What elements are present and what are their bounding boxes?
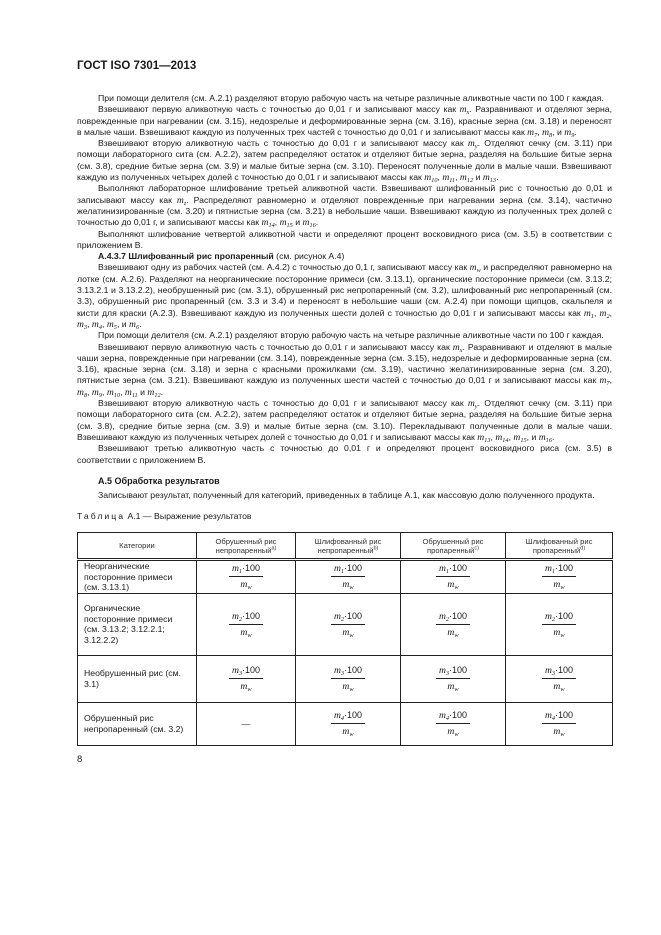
paragraph <box>77 183 612 228</box>
text-run: . <box>315 217 319 228</box>
text-run: . Разравнивают и отделяют в малые чаши зерна, поврежденные при нагревании (см. 3.14), поврежденные зерна (см. 3.15), недозрелые и деформированные зерна (см. 3.16), красные зерна (см. 3.18) и зерна с красными прожилками (см. 3.19), частично желатинизированные зерна (см. 3.20), пятнистые зерна (см. 3.21). Взвешивают каждую из полученных шести частей с точностью до 0,01 г и записывают массы как <box>77 341 612 386</box>
text-run: , и <box>116 318 130 329</box>
text-run: , <box>120 386 125 397</box>
factor: ·100 <box>242 610 261 621</box>
denominator <box>542 724 576 738</box>
factor: ·100 <box>555 563 574 574</box>
math-variable: $m_2$ <box>231 610 243 623</box>
denominator <box>229 577 263 591</box>
fraction <box>229 664 263 693</box>
footnote-marker: c) <box>474 545 480 552</box>
paragraph <box>77 330 612 341</box>
paragraph <box>77 251 612 262</box>
numerator <box>542 610 576 625</box>
math-variable: $m_3$ <box>333 665 345 678</box>
text-run: . <box>551 431 555 442</box>
math-variable: $m_w$ <box>240 579 252 592</box>
math-variable: $m_7$ <box>599 375 610 388</box>
results-paragraph: Записывают результат, полученный для категорий, приведенных в таблице А.1, как массовую долю полученного продукта. <box>98 489 595 500</box>
math-variable: $m_w$ <box>240 626 252 639</box>
math-variable: $m_w$ <box>447 579 459 592</box>
numerator <box>331 664 365 679</box>
text-run: При помощи делителя (см. А.2.1) разделяют вторую рабочую часть на четыре различные аликвотные части по 100 г каждая. <box>98 93 604 103</box>
text-run: . Разравнивают и отделяют зерна, поврежденные при нагревании (см. 3.15), недозрелые и деформированные зерна (см. 3.16), красные зерна (см. 3.18) и переносят в малые чаши. Взвешивают каждую из полученных трех частей с точностью до 0,01 г и записывают массы как <box>77 104 612 137</box>
fraction <box>436 610 470 639</box>
paragraph <box>77 342 612 398</box>
denominator <box>436 625 470 639</box>
text-run: При помощи делителя (см. А.2.1) разделяют вторую рабочую часть на четыре различные аликвотные части по 100 г каждая. <box>98 330 604 341</box>
table-row <box>78 702 613 745</box>
math-variable: $m_2$ <box>599 307 610 320</box>
math-variable: $m_{15}$ <box>513 431 527 444</box>
text-run: Выполняют шлифование четвертой аликвотной части и определяют процент восковидного риса (см. 3.5) в соответствии с приложением В. <box>77 228 612 250</box>
math-variable: $m_4$ <box>91 318 103 331</box>
denominator <box>331 679 365 693</box>
category-cell: Обрушенный рис непропаренный (см. 3.2) <box>78 702 197 745</box>
table-row <box>78 655 613 702</box>
math-variable: $m_3$ <box>438 665 450 678</box>
table-header-row <box>78 533 613 560</box>
numerator <box>542 709 576 724</box>
text-run: . <box>139 318 142 329</box>
math-variable: $m_{10}$ <box>424 172 438 185</box>
document-body <box>77 93 612 501</box>
numerator <box>229 610 263 625</box>
text-run: , <box>609 375 612 386</box>
fraction <box>542 562 576 591</box>
math-variable: $m_{11}$ <box>124 386 138 399</box>
text-run: , <box>593 307 600 318</box>
denominator <box>542 577 576 591</box>
math-variable: $m_3$ <box>231 665 243 678</box>
numerator <box>436 610 470 625</box>
math-variable: $m_{13}$ <box>482 172 497 185</box>
numerator <box>542 562 576 577</box>
denominator <box>229 625 263 639</box>
math-variable: $m_{15}$ <box>279 217 293 230</box>
math-variable: $m_4$ <box>544 710 556 723</box>
math-variable: $m_7$ <box>527 126 538 139</box>
text-run: Взвешивают вторую аликвотную часть с точностью до 0,01 г и записывают массу как <box>98 138 468 149</box>
text-run: , <box>455 172 460 183</box>
math-variable: $m_6$ <box>129 318 140 331</box>
paragraph <box>77 262 612 330</box>
math-variable: $m_x$ <box>452 341 463 354</box>
text-run: . Распределяют равномерно и отделяют поврежденные при нагревании зерна (см. 3.14), частично желатинизированные (см. 3.20) и пятнистые зерна (см. 3.21) в небольшие чаши. Взвешивают каждую из полученных трех долей с точностью до 0,01 г, и записывают массы как <box>77 194 612 228</box>
math-variable: $m_{10}$ <box>106 386 121 399</box>
paragraph <box>77 398 612 443</box>
table-row <box>78 560 613 594</box>
column-header <box>197 533 296 560</box>
column-header <box>296 533 401 560</box>
column-header <box>506 533 613 560</box>
footnote-marker: d) <box>580 545 586 552</box>
numerator <box>331 562 365 577</box>
math-variable: $m_{11}$ <box>442 172 456 185</box>
math-variable: $m_w$ <box>342 579 354 592</box>
factor: ·100 <box>344 665 363 676</box>
math-variable: $m_w$ <box>553 681 565 694</box>
factor: ·100 <box>344 563 363 574</box>
formula-cell <box>197 655 296 702</box>
text-run: . Отделяют сечку (см. 3.11) при помощи лабораторного сита (см. А.2.2), затем распределяют остаток и отделяют битые зерна, разделяя на большие битые зерна (см. 3.8), средние битые зерна (см. 3.9) и малые битые зерна (см. 3.10). Перекладывают полученные доли в малые чаши. Взвешивают каждую из полученных четырех долей с точностью до 0,01 г и записывают массы как <box>77 398 612 442</box>
math-variable: $m_1$ <box>231 563 243 576</box>
math-variable: $m_1$ <box>438 563 450 576</box>
column-header-label: Обрушенный рис непропаренный <box>215 536 277 555</box>
text-run: , <box>437 172 443 183</box>
fraction <box>542 610 576 639</box>
text-run: , и <box>552 126 565 137</box>
text-run: и <box>473 172 483 183</box>
results-table <box>77 532 613 746</box>
denominator <box>436 679 470 693</box>
column-header <box>401 533 506 560</box>
denominator <box>331 625 365 639</box>
formula-cell <box>296 655 401 702</box>
math-variable: $m_8$ <box>542 126 553 139</box>
math-variable: $m_4$ <box>333 710 345 723</box>
footnote-marker: b) <box>373 545 379 552</box>
formula-cell <box>401 655 506 702</box>
fraction <box>229 562 263 591</box>
math-variable: $m_w$ <box>342 681 354 694</box>
text-run: Взвешивают первую аликвотную часть с точностью до 0,01 г и записывают массу как <box>98 104 460 115</box>
math-variable: $m_w$ <box>447 626 459 639</box>
numerator <box>229 562 263 577</box>
fraction <box>331 562 365 591</box>
text-run: , <box>609 307 613 318</box>
text-run: , <box>87 318 92 329</box>
factor: ·100 <box>555 710 574 721</box>
paragraphs <box>77 93 612 466</box>
table-caption-label: Таблица <box>77 511 126 522</box>
math-variable: $m_2$ <box>333 610 345 623</box>
text-run: , <box>87 386 92 397</box>
math-variable: $m_w$ <box>469 262 481 275</box>
math-variable: $m_5$ <box>106 318 117 331</box>
math-variable: $m_{12}$ <box>147 386 161 399</box>
paragraph <box>77 93 612 104</box>
formula-cell <box>401 702 506 745</box>
factor: ·100 <box>242 563 261 574</box>
math-variable: $m_1$ <box>583 307 594 320</box>
math-variable: $m_w$ <box>553 626 565 639</box>
math-variable: $m_w$ <box>342 726 354 739</box>
category-cell: Неорганические посторонние примеси (см. 3.13.1) <box>78 560 197 594</box>
text-run: , <box>490 431 496 442</box>
formula-cell <box>197 593 296 655</box>
text-run: . <box>574 126 577 137</box>
table-row <box>78 593 613 655</box>
fraction <box>436 709 470 738</box>
formula-cell <box>401 593 506 655</box>
factor: ·100 <box>449 710 468 721</box>
denominator <box>436 577 470 591</box>
denominator <box>331 724 365 738</box>
text-run: (см. рисунок А.4) <box>273 251 345 262</box>
document-header: ГОСТ ISO 7301—2013 <box>77 60 197 72</box>
numerator <box>331 610 365 625</box>
numerator <box>436 709 470 724</box>
text-run: Взвешивают первую аликвотную часть с точностью до 0,01 г и записывают массу как <box>98 341 453 352</box>
text-run: , <box>274 217 280 228</box>
factor: ·100 <box>242 665 261 676</box>
table-caption <box>77 511 612 522</box>
text-run: , <box>102 386 107 397</box>
column-header <box>78 533 197 560</box>
math-variable: $m_w$ <box>553 726 565 739</box>
numerator <box>542 664 576 679</box>
math-variable: $m_y$ <box>467 398 478 411</box>
math-variable: $m_1$ <box>544 563 556 576</box>
formula-cell <box>296 560 401 594</box>
fraction <box>542 664 576 693</box>
math-variable: $m_2$ <box>438 610 450 623</box>
table-caption-text: А.1 — Выражение результатов <box>125 511 252 522</box>
fraction <box>331 664 365 693</box>
text-run: Взвешивают третью аликвотную часть с точностью до 0,01 г и определяют процент восковидного риса (см. 3.5) в соответствии с приложением В. <box>77 443 612 465</box>
factor: ·100 <box>555 665 574 676</box>
math-variable: $m_{14}$ <box>495 431 509 444</box>
text-run: Выполняют лабораторное шлифование третьей аликвотной части. Взвешивают шлифованный рис с точностью до 0,01 и записывают массу как <box>77 183 612 205</box>
empty-dash: — <box>241 718 251 729</box>
page-number: 8 <box>77 753 83 765</box>
subsection-heading: А.4.3.7 Шлифованный рис пропаренный <box>98 251 274 262</box>
numerator <box>436 664 470 679</box>
math-variable: $m_w$ <box>342 626 354 639</box>
numerator <box>229 664 263 679</box>
column-header-label: Шлифованный рис непропаренный <box>314 536 382 555</box>
math-variable: $m_3$ <box>544 665 556 678</box>
category-cell: Органические посторонние примеси (см. 3.13.2; 3.12.2.1; 3.12.2.2) <box>78 593 197 655</box>
numerator <box>436 562 470 577</box>
denominator <box>229 679 263 693</box>
paragraph <box>77 443 612 466</box>
math-variable: $m_y$ <box>467 138 478 151</box>
formula-cell <box>506 702 613 745</box>
text-run: , и <box>526 431 539 442</box>
denominator <box>331 577 365 591</box>
fraction <box>436 664 470 693</box>
formula-cell <box>506 593 613 655</box>
factor: ·100 <box>449 665 468 676</box>
math-variable: $m_{13}$ <box>477 431 491 444</box>
factor: ·100 <box>555 610 574 621</box>
denominator <box>436 724 470 738</box>
math-variable: $m_3$ <box>77 318 88 331</box>
formula-cell <box>401 560 506 594</box>
fraction <box>229 610 263 639</box>
math-variable: $m_{12}$ <box>459 172 474 185</box>
section-heading-a5: А.5 Обработка результатов <box>98 475 220 486</box>
paragraph <box>77 229 612 252</box>
math-variable: $m_8$ <box>77 386 88 399</box>
text-run: и <box>137 386 148 397</box>
factor: ·100 <box>344 710 363 721</box>
denominator <box>542 679 576 693</box>
fraction <box>331 709 365 738</box>
formula-cell <box>296 593 401 655</box>
factor: ·100 <box>449 563 468 574</box>
fraction <box>542 709 576 738</box>
paragraph <box>77 104 612 138</box>
formula-cell <box>197 702 296 745</box>
math-variable: $m_z$ <box>176 194 187 207</box>
math-variable: $m_w$ <box>240 681 252 694</box>
text-run: Взвешивают одну из рабочих частей (см. А.4.2) с точностью до 0,1 г, записывают массу как <box>98 262 470 273</box>
column-header-label: Категории <box>119 541 155 551</box>
text-run: , <box>102 318 107 329</box>
math-variable: $m_{16}$ <box>302 217 316 230</box>
text-run: и <box>292 217 303 228</box>
numerator <box>331 709 365 724</box>
math-variable: $m_{16}$ <box>538 431 552 444</box>
math-variable: $m_1$ <box>333 563 345 576</box>
formula-cell <box>506 655 613 702</box>
text-run: . Отделяют сечку (см. 3.11) при помощи лабораторного сита (см. А.2.2), затем распределяют остаток и отделяют битые зерна, разделяя на большие битые зерна (см. 3.8), средние битые зерна (см. 3.9) и малые битые зерна (см. 3.10). Переносят полученные доли в малые чаши. Взвешивают каждую из полученных четырех долей с точностью до 0,01 г и записывают массы как <box>77 138 612 183</box>
factor: ·100 <box>449 610 468 621</box>
denominator <box>542 625 576 639</box>
footnote-marker: a) <box>271 545 277 552</box>
column-header-label: Обрушенный рис пропаренный <box>422 536 484 555</box>
column-header-label: Шлифованный рис пропаренный <box>525 536 593 555</box>
category-cell: Необрушенный рис (см. 3.1) <box>78 655 197 702</box>
page <box>77 59 612 766</box>
text-run: , <box>508 431 514 442</box>
paragraph <box>77 138 612 183</box>
math-variable: $m_4$ <box>438 710 450 723</box>
text-run: и распределяют равномерно на лотке (см. А.2.6). Разделяют на неорганические посторонние примеси (см. 3.13.1), органические посторонние примеси (см. 3.13.2; 3.13.2.1 и 3.13.2.2), необрушенный рис (см. 3.1), обрушенный рис непропаренный (см. 3.2), шлифованный рис непропаренный (см. 3.3), обрушенный рис пропаренный (см. 3.3 и 3.4) и переносят в небольшие чаши (см. А.2.4) при помощи щипцов, скальпеля и кисти для краски (А.2.3). Взвешивают каждую из полученных шести долей с точностью до 0,01 г и записывают массы как <box>77 262 612 318</box>
formula-cell <box>506 560 613 594</box>
math-variable: $m_9$ <box>91 386 103 399</box>
text-run: Взвешивают вторую аликвотную часть с точностью до 0,01 г и записывают массу как <box>98 398 468 409</box>
formula-cell <box>197 560 296 594</box>
fraction <box>436 562 470 591</box>
text-run: , <box>537 126 543 137</box>
math-variable: $m_x$ <box>459 104 470 117</box>
math-variable: $m_w$ <box>553 579 565 592</box>
math-variable: $m_9$ <box>564 126 575 139</box>
math-variable: $m_2$ <box>544 610 556 623</box>
math-variable: $m_{14}$ <box>261 217 275 230</box>
formula-cell <box>296 702 401 745</box>
math-variable: $m_w$ <box>447 726 459 739</box>
text-run: . <box>496 172 499 183</box>
text-run: . <box>160 386 164 397</box>
fraction <box>331 610 365 639</box>
math-variable: $m_w$ <box>447 681 459 694</box>
factor: ·100 <box>344 610 363 621</box>
